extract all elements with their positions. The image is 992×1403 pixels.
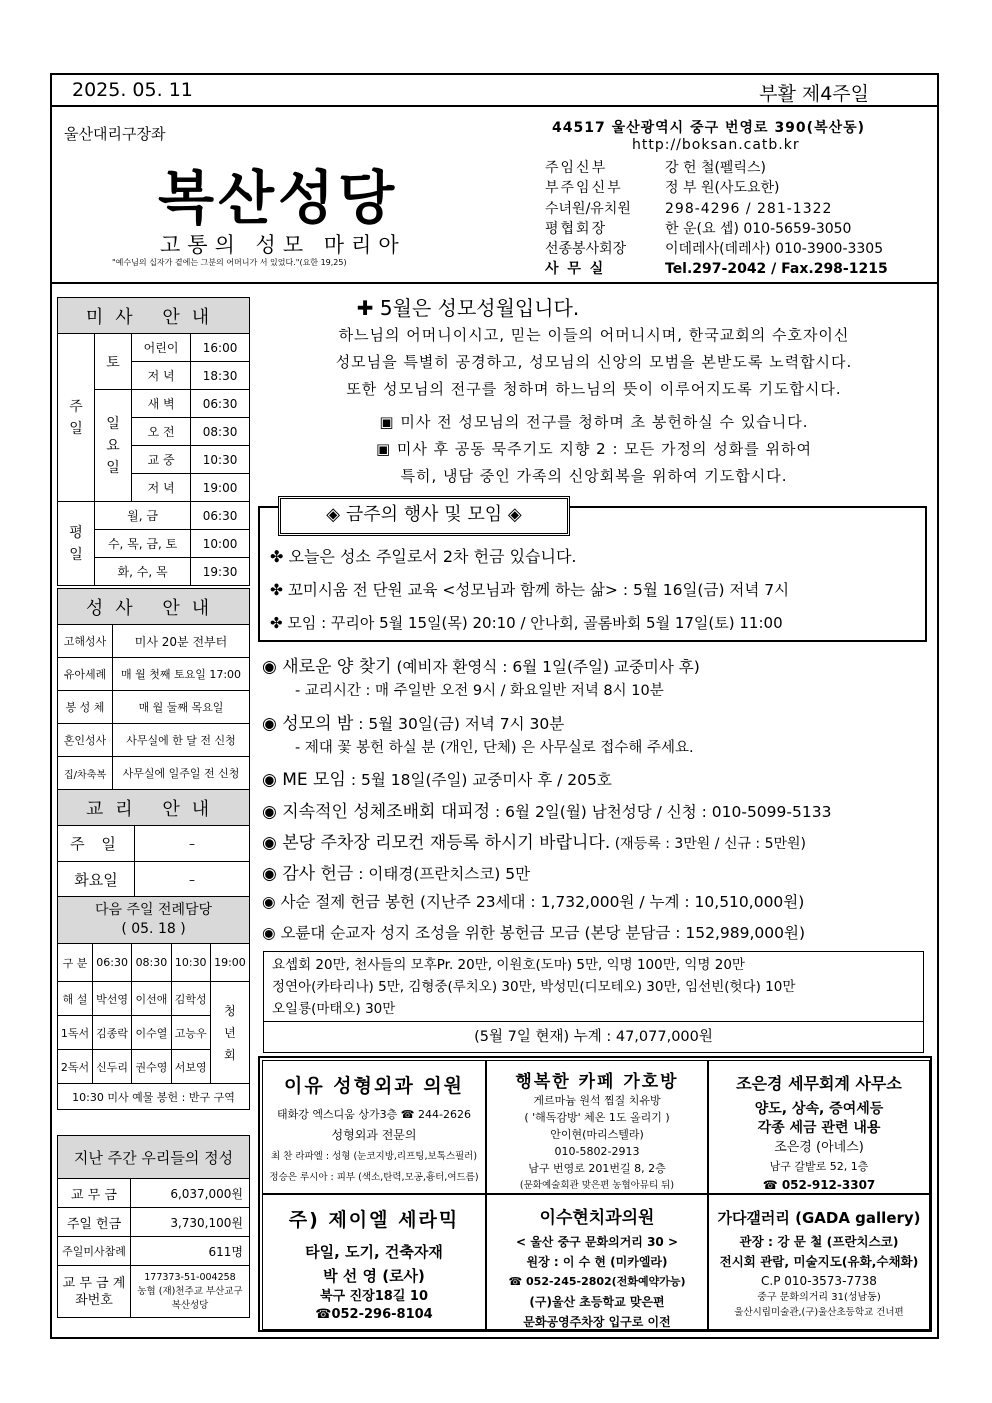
ad-line: 양도, 상속, 증여세등: [754, 1101, 884, 1117]
staff-role: 선종봉사회장: [545, 241, 627, 257]
liturgy-table: [57, 896, 250, 1110]
notice-head: ◉ 지속적인 성체조배회 대피정: [262, 802, 491, 822]
mass-time: 19:00: [191, 474, 250, 502]
staff-row: [545, 177, 780, 197]
notice-item: [262, 890, 804, 912]
staff-value: 강 헌 철(펠릭스): [665, 160, 766, 176]
ad-line: 타일, 도기, 건축자재: [305, 1243, 443, 1261]
ad-line: 전시회 관람, 미술지도(유화,수채화): [719, 1254, 919, 1269]
ad-cafe: [486, 1060, 708, 1194]
notice-tail: : 이태경(프란치스코) 5만: [353, 865, 531, 883]
staff-role: 주임신부: [545, 160, 608, 176]
header-bar: [50, 73, 939, 107]
mass-title: 미사 안내: [58, 298, 250, 334]
liturgy-person: 이선애: [132, 982, 171, 1016]
events-title: ◈ 금주의 행사 및 모임 ◈: [278, 496, 570, 536]
ad-title: 조은경 세무회계 사무소: [736, 1074, 902, 1093]
ad-line: ( '해독감방' 체온 1도 올리기 ): [524, 1111, 670, 1124]
notice-head: ◉ 감사 헌금: [262, 864, 354, 884]
weekday-name: 월, 금: [95, 502, 191, 530]
notice-head: ◉ 본당 주차장 리모컨 재등록 하시기 바랍니다.: [262, 833, 611, 853]
ad-line: C.P 010-3573-7738: [761, 1274, 877, 1288]
doctrine-value: –: [135, 862, 250, 898]
weekday-label: 평 일: [58, 502, 95, 586]
masthead: [50, 105, 939, 284]
ad-line: 남구 갈밭로 52, 1층: [769, 1160, 869, 1173]
ad-body: [487, 1092, 707, 1194]
donor-divider: [264, 1021, 923, 1022]
notice-item: [262, 709, 564, 734]
sacrament-name: 고해성사: [58, 625, 113, 658]
mass-name: 저 녁: [132, 474, 191, 502]
notice-tail: : 6월 2일(월) 남천성당 / 신청 : 010-5099-5133: [490, 803, 832, 821]
ad-body: [263, 1240, 485, 1324]
sacrament-value: 미사 20분 전부터: [113, 625, 250, 658]
notice-item: [262, 859, 530, 884]
liturgy-role: 해 설: [58, 982, 93, 1016]
notice-head: ◉ 성모의 밤: [262, 714, 354, 734]
ad-line: 최 찬 라파엘 : 성형 (눈코지방,리프팅,보톡스필러): [270, 1151, 478, 1162]
weekday-time: 10:00: [191, 530, 250, 558]
offering-value: 6,037,000원: [131, 1179, 250, 1208]
liturgy-header: [58, 897, 250, 944]
donor-line: 요셉회 20만, 천사들의 모후Pr. 20만, 이원호(도마) 5만, 익명 100만, 익명 20만: [272, 957, 745, 973]
account-bank: 농협 (재)천주교 부산교구: [137, 1285, 243, 1297]
ad-title: 이유 성형외과 의원: [283, 1075, 465, 1097]
ad-line: 원장 : 이 수 현 (미카엘라): [526, 1255, 668, 1269]
mass-name: 어린이: [132, 334, 191, 362]
donor-line: 정연아(카타리나) 5만, 김형중(루치오) 30만, 박성민(디모테오) 30만, 임선빈(헛다) 10만: [272, 979, 796, 995]
staff-role: 부주임신부: [545, 180, 623, 196]
notice-tail: : 5월 30일(금) 저녁 7시 30분: [353, 715, 565, 733]
saturday-label: 토: [95, 334, 132, 390]
ad-body: [709, 1232, 929, 1320]
ads-panel: [258, 1056, 932, 1332]
staff-role: 평협회장: [545, 221, 608, 237]
announcement-note: ▣ 미사 후 공동 묵주기도 지향 2 : 모든 가정의 성화를 위하여: [375, 440, 812, 458]
ad-line: 각종 세금 관련 내용: [757, 1120, 881, 1136]
weekday-name: 수, 목, 금, 토: [95, 530, 191, 558]
sacrament-value: 사무실에 일주일 전 신청: [113, 757, 250, 790]
staff-role: 수녀원/유치원: [545, 201, 631, 217]
mass-time: 06:30: [191, 390, 250, 418]
ad-gallery: [708, 1194, 930, 1330]
ad-line: 성형외과 전문의: [331, 1128, 417, 1142]
liturgy-role: 1독서: [58, 1016, 93, 1050]
announcement-line: 성모님을 특별히 공경하고, 성모님의 신앙의 모범을 본받도록 노력합시다.: [335, 353, 853, 371]
notice-item: [262, 921, 805, 943]
ad-line: ☎ 052-912-3307: [762, 1178, 876, 1192]
ad-line: 울산시립미술관,(구)울산초등학교 건너편: [734, 1307, 904, 1318]
sacrament-name: 유아세례: [58, 658, 113, 691]
staff-value: 이데레사(데레사) 010-3900-3305: [665, 241, 884, 257]
ad-line: 북구 진장18길 10: [319, 1289, 429, 1304]
offering-value: 3,730,100원: [131, 1208, 250, 1237]
staff-value: Tel.297-2042 / Fax.298-1215: [665, 261, 888, 277]
mass-name: 새 벽: [132, 390, 191, 418]
parish-address: 44517 울산광역시 중구 번영로 390(복산동): [552, 120, 866, 136]
sacrament-value: 매 월 첫째 토요일 17:00: [113, 658, 250, 691]
liturgy-col-header: 06:30: [92, 944, 131, 982]
liturgy-date: ( 05. 18 ): [121, 921, 186, 937]
mass-name: 오 전: [132, 418, 191, 446]
liturgy-role: 2독서: [58, 1050, 93, 1084]
ad-ceramic: [262, 1194, 486, 1330]
mass-name: 교 중: [132, 446, 191, 474]
account-label: 교 무 금 계좌번호: [58, 1266, 131, 1318]
ad-line: (구)울산 초등학교 맞은편: [529, 1295, 665, 1309]
sunday-day-label: 일 요 일: [95, 390, 132, 502]
liturgy-col-header: 19:00: [210, 944, 249, 982]
staff-value: 정 부 원(사도요한): [665, 180, 780, 196]
mass-time: 18:30: [191, 362, 250, 390]
notice-sub: - 교리시간 : 매 주일반 오전 9시 / 화요일반 저녁 8시 10분: [295, 683, 664, 699]
staff-role: 사 무 실: [545, 261, 606, 277]
liturgy-person: 김학성: [171, 982, 210, 1016]
liturgy-col-header: 구 분: [58, 944, 93, 982]
sacrament-name: 봉 성 체: [58, 691, 113, 724]
liturgy-person: 권수영: [132, 1050, 171, 1084]
weekday-time: 06:30: [191, 502, 250, 530]
staff-row: [545, 157, 766, 177]
weekday-name: 화, 수, 목: [95, 558, 191, 586]
staff-row: [545, 258, 888, 278]
event-item: ✤ 꼬미시움 전 단원 교육 <성모님과 함께 하는 삶> : 5월 16일(금) 저녁 7시: [270, 581, 790, 599]
sunday-label: 주 일: [58, 334, 95, 502]
ad-tax-office: [708, 1060, 930, 1194]
liturgy-note: 10:30 미사 예물 봉헌 : 반구 구역: [58, 1084, 250, 1110]
mass-table: [57, 297, 250, 586]
ad-line: ☎ 052-245-2802(전화예약가능): [508, 1275, 686, 1288]
mass-name: 저 녁: [132, 362, 191, 390]
ad-clinic: [262, 1060, 486, 1194]
staff-row: [545, 198, 832, 218]
notice-tail: (재등록 : 3만원 / 신규 : 5만원): [610, 836, 807, 852]
event-item: ✤ 모임 : 꾸리아 5월 15일(목) 20:10 / 안나회, 골롬바회 5월 17일(토) 11:00: [270, 614, 783, 632]
liturgy-title: 다음 주일 전례담당: [94, 902, 213, 918]
ad-dental: [486, 1194, 708, 1330]
ad-line: 010-5802-2913: [554, 1145, 640, 1158]
staff-row: [545, 218, 851, 238]
ad-line: < 울산 중구 문화의거리 30 >: [515, 1235, 679, 1249]
announcement-line: 또한 성모님의 전구를 청하며 하느님의 뜻이 이루어지도록 기도합시다.: [346, 380, 842, 398]
offering-value: 611명: [131, 1237, 250, 1266]
sacrament-value: 사무실에 한 달 전 신청: [113, 724, 250, 757]
liturgy-person: 서보영: [171, 1050, 210, 1084]
offering-name: 교 무 금: [58, 1179, 131, 1208]
parish-name: 복산성당: [158, 164, 399, 232]
notice-tail: : 5월 18일(주일) 교중미사 후 / 205호: [345, 771, 612, 789]
notice-sub: - 제대 꽃 봉헌 하실 분 (개인, 단체) 은 사무실로 접수해 주세요.: [295, 740, 694, 756]
doctrine-title: 교리 안내: [58, 790, 250, 826]
ad-line: (문화예술회관 맞은편 농협아뮤티 뒤): [519, 1180, 675, 1191]
offering-name: 주일미사참례: [58, 1237, 131, 1266]
doctrine-name: 화요일: [58, 862, 135, 898]
ad-line: 관장 : 강 문 철 (프란치스코): [739, 1234, 899, 1249]
notice-item: [262, 797, 831, 822]
scripture-quote: "예수님의 십자가 곁에는 그분의 어머니가 서 있었다."(요한 19,25): [112, 258, 347, 267]
diocese-label: 울산대리구장좌: [64, 125, 166, 143]
liturgy-col-header: 08:30: [132, 944, 171, 982]
sacrament-name: 혼인성사: [58, 724, 113, 757]
announcement-note: ▣ 미사 전 성모님의 전구를 청하며 초 봉헌하실 수 있습니다.: [379, 413, 809, 431]
sacraments-table: [57, 588, 250, 790]
liturgy-person: 김종락: [92, 1016, 131, 1050]
notice-head: ◉ 새로운 양 찾기: [262, 657, 392, 677]
ad-line: 정승은 루시아 : 피부 (색소,탄력,모공,흉터,여드름): [269, 1172, 479, 1183]
announcement-body: [262, 322, 926, 490]
liturgy-person: 신두리: [92, 1050, 131, 1084]
sacrament-name: 집/차축복: [58, 757, 113, 790]
ad-title: 행복한 카페 가호방: [515, 1072, 679, 1092]
weekday-time: 19:30: [191, 558, 250, 586]
offering-title: 지난 주간 우리들의 정성: [58, 1136, 250, 1179]
ad-title: 주) 제이엘 세라믹: [288, 1209, 460, 1231]
donor-total: (5월 7일 현재) 누계 : 47,077,000원: [474, 1029, 713, 1045]
liturgy-person: 박선영: [92, 982, 131, 1016]
liturgy-youth: 청 년 회: [210, 982, 249, 1084]
ad-line: 조은경 (아네스): [774, 1140, 864, 1155]
ad-body: [709, 1100, 929, 1194]
doctrine-table: [57, 789, 250, 898]
notice-head: ◉ 오륜대 순교자 성지 조성을 위한 봉헌금 모금 (본당 분담금 : 152,989,000원): [262, 924, 805, 942]
ad-title: 가다갤러리 (GADA gallery): [717, 1209, 921, 1227]
parish-website[interactable]: http://boksan.catb.kr: [632, 137, 800, 153]
ad-line: 남구 번영로 201번길 8, 2층: [528, 1162, 666, 1175]
event-item: ✤ 오늘은 성소 주일로서 2차 헌금 있습니다.: [270, 547, 577, 566]
ad-line: 중구 문화의거리 31(성남동): [757, 1292, 881, 1303]
mass-time: 08:30: [191, 418, 250, 446]
notice-item: [262, 828, 806, 853]
notice-item: [262, 652, 700, 677]
notice-tail: (예비자 환영식 : 6월 1일(주일) 교중미사 후): [391, 658, 700, 676]
announcement-note: 특히, 냉담 중인 가족의 신앙회복을 위하여 기도합시다.: [400, 467, 788, 485]
doctrine-name: 주 일: [58, 826, 135, 862]
staff-row: [545, 238, 883, 258]
ad-line: 태화강 엑스디움 상가3층 ☎ 244-2626: [277, 1108, 471, 1121]
ad-line: 문화공영주차장 입구로 이전: [523, 1315, 671, 1329]
liturgy-person: 고능우: [171, 1016, 210, 1050]
ad-line: 박 선 영 (로사): [323, 1267, 425, 1285]
notice-head: ◉ ME 모임: [262, 770, 346, 790]
donor-box: [263, 951, 924, 1053]
mass-time: 10:30: [191, 446, 250, 474]
sacraments-title: 성사 안내: [58, 589, 250, 625]
account-info: [131, 1266, 250, 1318]
ad-body: [263, 1104, 485, 1188]
donor-list: [264, 952, 923, 1022]
liturgical-season: 부활 제4주일: [759, 83, 869, 105]
offering-table: [57, 1135, 250, 1318]
offering-name: 주일 헌금: [58, 1208, 131, 1237]
liturgy-col-header: 10:30: [171, 944, 210, 982]
notice-item: [262, 765, 612, 790]
announcement-line: 하느님의 어머니이시고, 믿는 이들의 어머니시며, 한국교회의 수호자이신: [338, 326, 850, 344]
staff-value: 298-4296 / 281-1322: [665, 201, 833, 217]
account-number: 177373-51-004258: [144, 1271, 236, 1283]
doctrine-value: –: [135, 826, 250, 862]
donor-line: 오일룡(마태오) 30만: [272, 1001, 396, 1017]
ad-line: 안이현(마리스텔라): [550, 1128, 644, 1141]
notice-head: ◉ 사순 절제 헌금 봉헌 (지난주 23세대 : 1,732,000원 / 누계 : 10,510,000원): [262, 893, 805, 911]
ad-title: 이수현치과의원: [539, 1208, 655, 1228]
announcement-title: ✚ 5월은 성모성월입니다.: [356, 296, 580, 320]
account-holder: 복산성당: [171, 1299, 209, 1311]
ad-body: [487, 1232, 707, 1330]
ad-line: ☎052-296-8104: [315, 1307, 433, 1322]
liturgy-person: 이수열: [132, 1016, 171, 1050]
sacrament-value: 매 월 둘째 목요일: [113, 691, 250, 724]
bulletin-date: 2025. 05. 11: [72, 79, 193, 101]
patron-title: 고통의 성모 마리아: [160, 233, 406, 257]
ad-line: 게르마늄 원석 찜질 치유방: [533, 1094, 661, 1107]
staff-value: 한 운(요 셉) 010-5659-3050: [665, 221, 852, 237]
mass-time: 16:00: [191, 334, 250, 362]
